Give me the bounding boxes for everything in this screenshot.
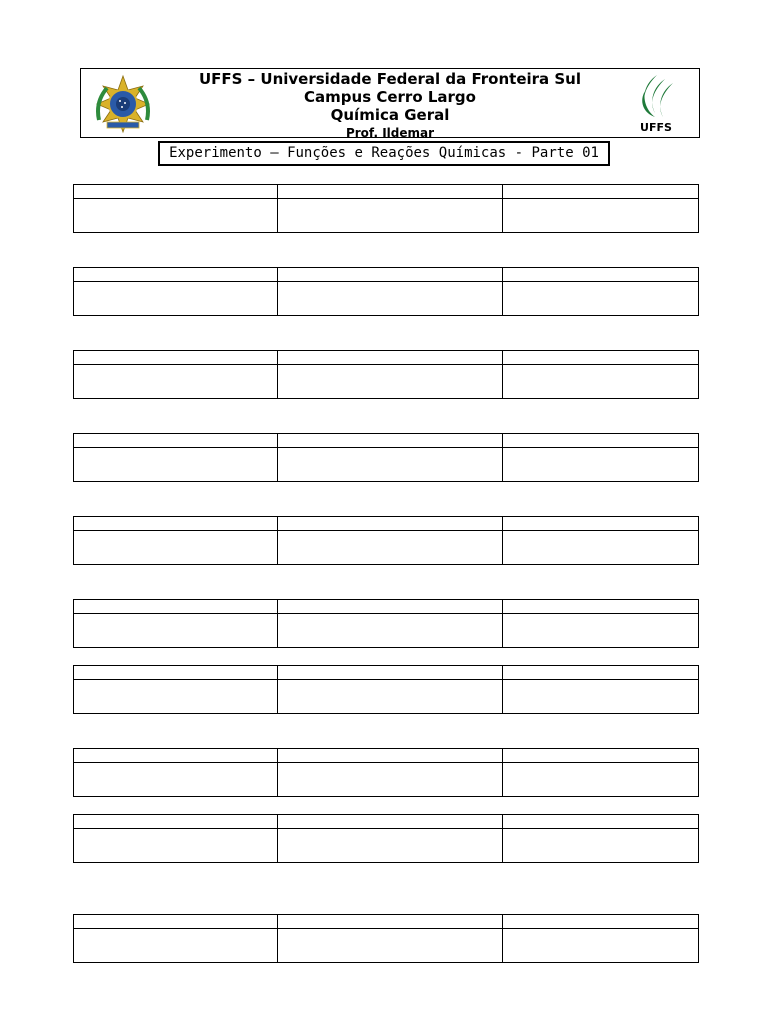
table-header-row xyxy=(74,185,699,199)
table-cell xyxy=(278,351,503,365)
table-cell xyxy=(278,815,503,829)
table-header-row xyxy=(74,434,699,448)
logo-text: UFFS xyxy=(640,121,672,134)
table-cell xyxy=(278,531,503,565)
table-cell xyxy=(278,614,503,648)
table-cell xyxy=(503,600,699,614)
table-header-row xyxy=(74,351,699,365)
table-cell xyxy=(503,268,699,282)
worksheet-table xyxy=(73,665,699,714)
worksheet-table xyxy=(73,599,699,648)
table-cell xyxy=(74,763,278,797)
uffs-logo xyxy=(631,73,681,135)
worksheet-table xyxy=(73,516,699,565)
table-cell xyxy=(503,929,699,963)
table-cell xyxy=(278,282,503,316)
table-cell xyxy=(278,915,503,929)
table-cell xyxy=(503,763,699,797)
header-text-block xyxy=(81,69,699,142)
table-cell xyxy=(278,434,503,448)
worksheet-table xyxy=(73,350,699,399)
document-header xyxy=(80,68,700,138)
table-row xyxy=(74,829,699,863)
table-cell xyxy=(74,929,278,963)
table-cell xyxy=(278,600,503,614)
table-header-row xyxy=(74,517,699,531)
table-header-row xyxy=(74,268,699,282)
table-row xyxy=(74,929,699,963)
professor-name: Prof. Ildemar xyxy=(345,126,435,140)
table-cell xyxy=(74,199,278,233)
table-row xyxy=(74,531,699,565)
table-cell xyxy=(503,351,699,365)
table-cell xyxy=(503,680,699,714)
table-cell xyxy=(503,517,699,531)
table-cell xyxy=(74,282,278,316)
table-cell xyxy=(278,448,503,482)
table-cell xyxy=(74,600,278,614)
experiment-title: Experimento – Funções e Reações Químicas - Parte 01 xyxy=(158,141,610,166)
table-cell xyxy=(278,517,503,531)
table-row xyxy=(74,763,699,797)
course-name: Química Geral xyxy=(330,106,450,124)
table-cell xyxy=(503,199,699,233)
table-cell xyxy=(74,517,278,531)
worksheet-table xyxy=(73,433,699,482)
table-cell xyxy=(503,434,699,448)
table-cell xyxy=(74,614,278,648)
table-cell xyxy=(503,915,699,929)
table-header-row xyxy=(74,749,699,763)
table-cell xyxy=(74,365,278,399)
worksheet-table xyxy=(73,748,699,797)
table-cell xyxy=(503,185,699,199)
table-cell xyxy=(278,666,503,680)
table-cell xyxy=(74,680,278,714)
table-cell xyxy=(503,614,699,648)
table-row xyxy=(74,282,699,316)
university-name: UFFS – Universidade Federal da Fronteira Sul xyxy=(198,70,582,88)
table-cell xyxy=(503,815,699,829)
table-cell xyxy=(278,680,503,714)
table-cell xyxy=(278,929,503,963)
table-cell xyxy=(278,829,503,863)
table-cell xyxy=(74,531,278,565)
worksheet-table xyxy=(73,267,699,316)
table-cell xyxy=(503,448,699,482)
table-cell xyxy=(74,448,278,482)
table-cell xyxy=(74,666,278,680)
table-cell xyxy=(278,763,503,797)
table-header-row xyxy=(74,815,699,829)
table-row xyxy=(74,680,699,714)
table-cell xyxy=(74,749,278,763)
table-cell xyxy=(503,531,699,565)
table-row xyxy=(74,614,699,648)
table-cell xyxy=(503,666,699,680)
table-cell xyxy=(74,815,278,829)
table-cell xyxy=(74,185,278,199)
worksheet-table xyxy=(73,184,699,233)
table-cell xyxy=(74,434,278,448)
table-cell xyxy=(278,365,503,399)
table-cell xyxy=(503,365,699,399)
table-cell xyxy=(503,282,699,316)
table-cell xyxy=(278,199,503,233)
table-cell xyxy=(74,268,278,282)
table-cell xyxy=(74,351,278,365)
worksheet-table xyxy=(73,914,699,963)
table-cell xyxy=(503,829,699,863)
table-header-row xyxy=(74,915,699,929)
table-cell xyxy=(278,749,503,763)
table-row xyxy=(74,365,699,399)
worksheet-table xyxy=(73,814,699,863)
table-row xyxy=(74,199,699,233)
campus-name: Campus Cerro Largo xyxy=(304,88,476,106)
table-cell xyxy=(74,915,278,929)
table-cell xyxy=(278,268,503,282)
table-cell xyxy=(74,829,278,863)
table-cell xyxy=(503,749,699,763)
table-header-row xyxy=(74,600,699,614)
table-cell xyxy=(278,185,503,199)
table-row xyxy=(74,448,699,482)
table-header-row xyxy=(74,666,699,680)
